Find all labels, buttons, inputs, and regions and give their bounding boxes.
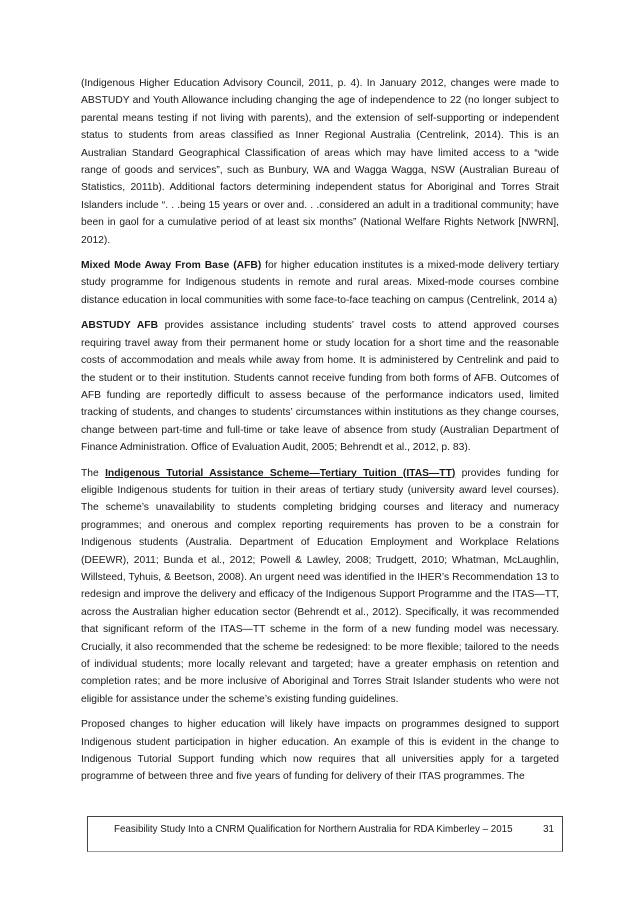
paragraph-3-lead: ABSTUDY AFB: [81, 320, 159, 332]
page-number: 31: [543, 824, 554, 835]
footer-title: Feasibility Study Into a CNRM Qualification for Northern Australia for RDA Kimberley – 2015: [114, 824, 513, 835]
paragraph-5-text: Proposed changes to higher education will likely have impacts on programmes designed to support Indigenous student participation in higher education. An example of this is evident in the change to Indigenous Tutorial Support funding which now requires that all universities apply for a targeted programme of between three and five years of funding for delivery of their ITAS programmes. The: [81, 719, 559, 783]
paragraph-5: [81, 716, 559, 786]
paragraph-4-text: provides funding for eligible Indigenous students for tuition in their areas of tertiary study (university award level courses). The scheme’s unavailability to students completing bridging courses and literacy and numeracy programmes; and onerous and complex reporting requirements has proven to be a constrain for Indigenous students (Australia. Department of Education Employment and Workplace Relations (DEEWR), 2011; Bunda et al., 2012; Powell & Lawley, 2008; Trudgett, 2010; Whatman, McLaughlin, Willsteed, Tyhuis, & Beetson, 2008). An urgent need was identified in the IHER’s Recommendation 13 to redesign and improve the delivery and efficacy of the Indigenous Support Programme and the ITAS—TT, across the Australian higher education sector (Behrendt et al., 2012). Specifically, it was recommended that significant reform of the ITAS—TT scheme in the form of a new funding model was necessary. Crucially, it also recommended that the scheme be redesigned: to be more flexible; tailored to the needs of individual students; more locally relevant and targeted; have a greater emphasis on retention and completion rates; and be more inclusive of Aboriginal and Torres Strait Islander students who were not eligible for assistance under the scheme’s existing funding guidelines.: [81, 467, 559, 705]
paragraph-3-abstudy-afb: [81, 317, 559, 456]
document-body: [81, 75, 559, 794]
paragraph-1: [81, 75, 559, 249]
paragraph-2-text: for higher education institutes is a mixed-mode delivery tertiary study programme for Indigenous students in remote and rural areas. Mixed-mode courses combine distance education in local communities with some face-to-face teaching on campus (Centrelink, 2014 a): [81, 260, 559, 306]
paragraph-2-lead: Mixed Mode Away From Base (AFB): [81, 260, 262, 272]
page-footer: [87, 816, 563, 852]
paragraph-4-lead: Indigenous Tutorial Assistance Scheme—Tertiary Tuition (ITAS—TT): [105, 467, 456, 479]
paragraph-4-pre: The: [81, 467, 106, 479]
paragraph-4-itas-tt: [81, 465, 559, 709]
paragraph-3-text: provides assistance including students’ travel costs to attend approved courses requiring travel away from their permanent home or study location for a short time and the reasonable costs of accommodation and meals while away from home. It is administered by Centrelink and paid to the student or to their institution. Students cannot receive funding from both forms of AFB. Outcomes of AFB funding are reportedly difficult to assess because of the performance indicators used, limited tracking of students, and changes to students’ circumstances within institutions as they change courses, change between part-time and full-time or take leave of absence from study (Australian Department of Finance Administration. Office of Evaluation Audit, 2005; Behrendt et al., 2012, p. 83).: [81, 320, 559, 454]
paragraph-1-text: (Indigenous Higher Education Advisory Council, 2011, p. 4). In January 2012, changes were made to ABSTUDY and Youth Allowance including changing the age of independence to 22 (no longer subject to parental means testing if not living with parents), and the extension of self-supporting or independent status to students from areas classified as Inner Regional Australia (Centrelink, 2014). This is an Australian Standard Geographical Classification of areas which may have limited access to a “wide range of goods and services”, such as Bunbury, WA and Wagga Wagga, NSW (Australian Bureau of Statistics, 2011b). Additional factors determining independent status for Aboriginal and Torres Strait Islanders include “. . .being 15 years or over and. . .considered an adult in a traditional community; have been in gaol for a cumulative period of at least six months” (National Welfare Rights Network [NWRN], 2012).: [81, 78, 559, 246]
paragraph-2-mixed-mode-afb: [81, 257, 559, 309]
